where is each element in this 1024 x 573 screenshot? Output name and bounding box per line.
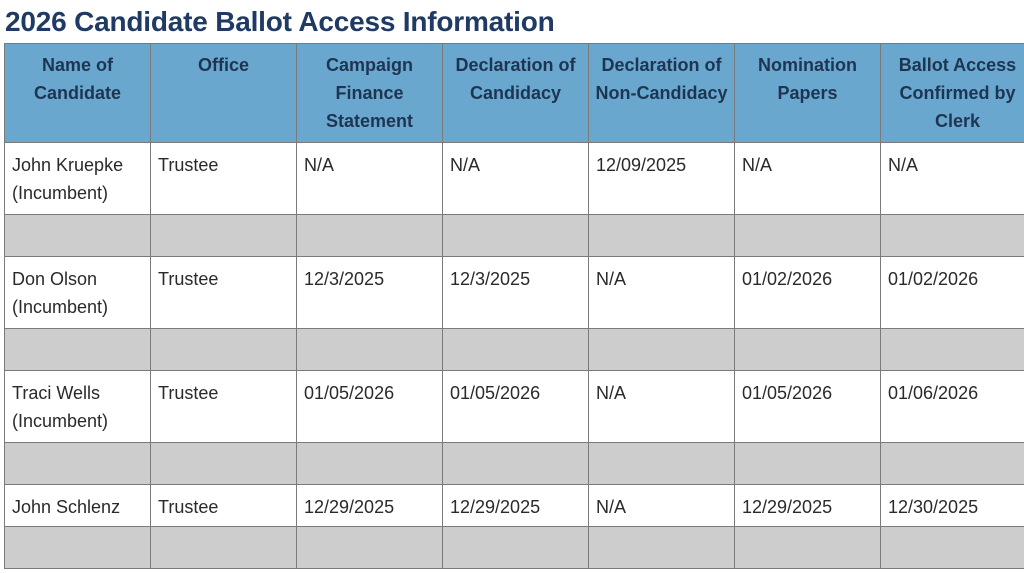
cell-office: Trustee — [151, 485, 297, 527]
cell-declaration-of-candidacy: 12/29/2025 — [443, 485, 589, 527]
table-row — [5, 143, 1024, 215]
cell-candidate-name: John Kruepke (Incumbent) — [5, 143, 151, 215]
cell-ballot-access-confirmed: 01/06/2026 — [881, 371, 1024, 443]
cell-campaign-finance-statement: 12/3/2025 — [297, 257, 443, 329]
cell-candidate-name: Traci Wells (Incumbent) — [5, 371, 151, 443]
spacer-row — [5, 215, 1024, 257]
cell-ballot-access-confirmed: 01/02/2026 — [881, 257, 1024, 329]
cell-declaration-of-candidacy: N/A — [443, 143, 589, 215]
cell-ballot-access-confirmed: 12/30/2025 — [881, 485, 1024, 527]
cell-declaration-of-candidacy: 12/3/2025 — [443, 257, 589, 329]
cell-ballot-access-confirmed: N/A — [881, 143, 1024, 215]
cell-office: Trustee — [151, 257, 297, 329]
cell-nomination-papers: N/A — [735, 143, 881, 215]
cell-nomination-papers: 01/05/2026 — [735, 371, 881, 443]
ballot-access-table — [4, 43, 1024, 569]
header-declaration-of-candidacy: Declaration of Candidacy — [443, 44, 589, 143]
cell-office: Trustee — [151, 371, 297, 443]
table-header-row — [5, 44, 1024, 143]
table-row — [5, 485, 1024, 527]
cell-declaration-of-non-candidacy: N/A — [589, 257, 735, 329]
spacer-row — [5, 329, 1024, 371]
table-row — [5, 257, 1024, 329]
header-declaration-of-non-candidacy: Declaration of Non-Candidacy — [589, 44, 735, 143]
cell-candidate-name: John Schlenz — [5, 485, 151, 527]
cell-declaration-of-candidacy: 01/05/2026 — [443, 371, 589, 443]
cell-declaration-of-non-candidacy: N/A — [589, 371, 735, 443]
cell-nomination-papers: 12/29/2025 — [735, 485, 881, 527]
header-name-of-candidate: Name of Candidate — [5, 44, 151, 143]
cell-declaration-of-non-candidacy: 12/09/2025 — [589, 143, 735, 215]
cell-nomination-papers: 01/02/2026 — [735, 257, 881, 329]
cell-declaration-of-non-candidacy: N/A — [589, 485, 735, 527]
header-campaign-finance-statement: Campaign Finance Statement — [297, 44, 443, 143]
header-ballot-access-confirmed: Ballot Access Confirmed by Clerk — [881, 44, 1024, 143]
cell-campaign-finance-statement: 12/29/2025 — [297, 485, 443, 527]
header-nomination-papers: Nomination Papers — [735, 44, 881, 143]
spacer-row — [5, 527, 1024, 569]
page-title: 2026 Candidate Ballot Access Information — [5, 6, 555, 37]
cell-campaign-finance-statement: 01/05/2026 — [297, 371, 443, 443]
cell-office: Trustee — [151, 143, 297, 215]
header-office: Office — [151, 44, 297, 143]
cell-candidate-name: Don Olson (Incumbent) — [5, 257, 151, 329]
cell-campaign-finance-statement: N/A — [297, 143, 443, 215]
spacer-row — [5, 443, 1024, 485]
table-row — [5, 371, 1024, 443]
